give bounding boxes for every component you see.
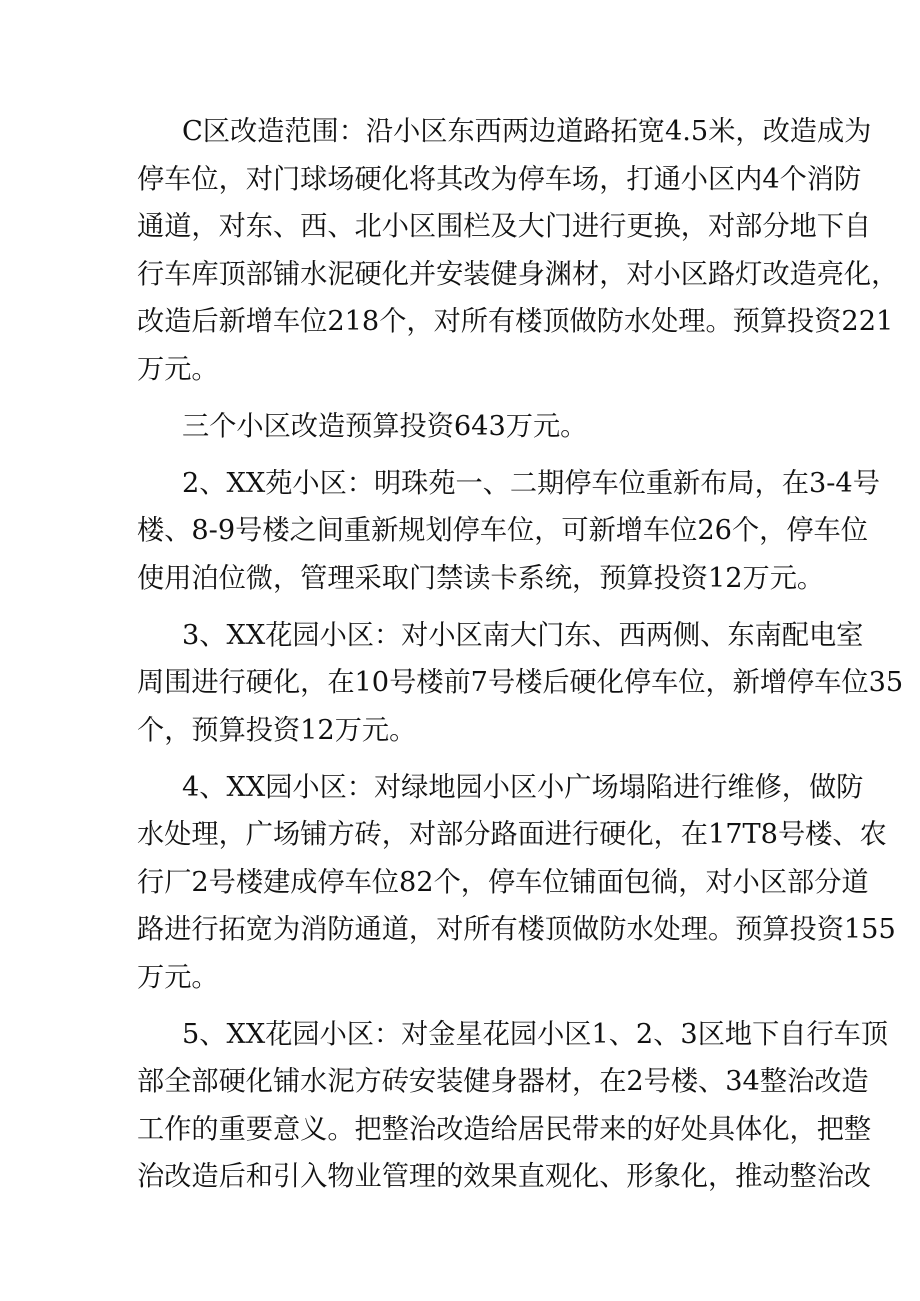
text-line: 行车库顶部铺水泥硬化并安装健身渊材，对小区路灯改造亮化， (137, 258, 899, 290)
text-line: C区改造范围：沿小区东西两边道路拓宽4.5米，改造成为 (182, 116, 872, 147)
text-line: 部全部硬化铺水泥方砖安装健身器材，在2号楼、34整治改造 (137, 1066, 869, 1098)
text-line: 使用泊位微，管理采取门禁读卡系统，预算投资12万元。 (137, 562, 825, 594)
text-line: 4、XX园小区：对绿地园小区小广场塌陷进行维修，做防 (182, 771, 864, 803)
text-line: 万元。 (137, 353, 219, 385)
text-line: 通道，对东、西、北小区围栏及大门进行更换，对部分地下自 (137, 211, 872, 242)
paragraph-c-zone (137, 108, 899, 393)
text-line: 2、XX苑小区：明珠苑一、二期停车位重新布局，在3-4号 (182, 467, 880, 499)
paragraph-item-4 (137, 764, 896, 1002)
text-line: 路进行拓宽为消防通道，对所有楼顶做防水处理。预算投资155 (137, 914, 896, 946)
paragraph-item-2 (137, 460, 880, 603)
text-line: 个，预算投资12万元。 (137, 714, 417, 746)
text-line: 三个小区改造预算投资643万元。 (182, 410, 588, 442)
paragraph-item-5 (137, 1011, 889, 1201)
text-line: 工作的重要意义。把整治改造给居民带来的好处具体化，把整 (137, 1113, 872, 1145)
text-line: 5、XX花园小区：对金星花园小区1、2、3区地下自行车顶 (182, 1018, 889, 1050)
text-line: 水处理，广场铺方砖，对部分路面进行硬化，在17T8号楼、农 (137, 819, 887, 851)
paragraph-summary (137, 403, 797, 451)
document-body (137, 108, 904, 1211)
text-line: 万元。 (137, 961, 219, 993)
text-line: 楼、8-9号楼之间重新规划停车位，可新增车位26个，停车位 (137, 515, 868, 547)
text-line: 行厂2号楼建成停车位82个，停车位铺面包徜，对小区部分道 (137, 866, 869, 898)
paragraph-item-3 (137, 612, 904, 755)
text-line: 改造后新增车位218个，对所有楼顶做防水处理。预算投资221 (137, 306, 894, 337)
text-line: 3、XX花园小区：对小区南大门东、西两侧、东南配电室 (182, 619, 864, 651)
text-line: 治改造后和引入物业管理的效果直观化、形象化，推动整治改 (137, 1161, 872, 1193)
text-line: 周围进行硬化，在10号楼前7号楼后硬化停车位，新增停车位35 (137, 667, 904, 699)
text-line: 停车位，对门球场硬化将其改为停车场，打通小区内4个消防 (137, 163, 862, 195)
